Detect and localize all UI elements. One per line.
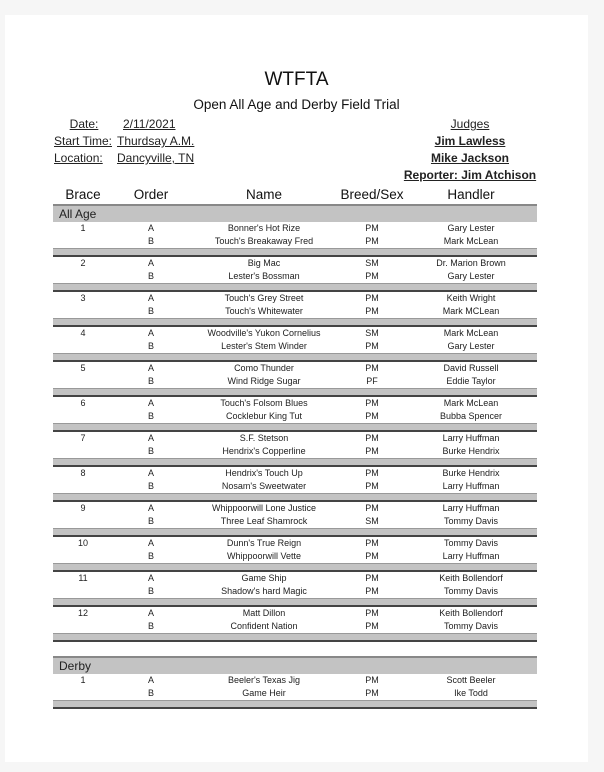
dog-name-cell: Nosam's Sweetwater <box>221 481 307 491</box>
handler-cell: Mark McLean <box>443 236 499 246</box>
order-cell: B <box>147 376 154 386</box>
order-cell: A <box>147 258 154 268</box>
breed-sex-cell: PM <box>365 411 379 421</box>
dog-name-cell: Touch's Whitewater <box>225 306 303 316</box>
dog-name-cell: Matt Dillon <box>242 608 286 618</box>
dog-name-cell: Confident Nation <box>230 621 298 631</box>
location-label: Location: <box>54 151 103 165</box>
dog-name-cell: Beeler's Texas Jig <box>227 675 301 685</box>
breed-sex-cell: PM <box>365 236 379 246</box>
judges-heading: Judges <box>450 117 490 131</box>
brace-separator <box>53 701 537 709</box>
column-header-breed-sex: Breed/Sex <box>340 187 404 202</box>
order-cell: B <box>147 621 154 631</box>
all-age-table <box>53 204 537 642</box>
brace-separator <box>53 459 537 467</box>
column-header-name: Name <box>245 187 282 202</box>
table-row <box>53 466 537 480</box>
table-row <box>53 515 537 529</box>
table-row <box>53 291 537 305</box>
brace-number-cell <box>53 585 113 599</box>
breed-sex-cell: PM <box>365 621 379 631</box>
brace-separator <box>53 284 537 292</box>
dog-name-cell: Bonner's Hot Rize <box>227 223 301 233</box>
brace-number-cell <box>53 270 113 284</box>
breed-sex-cell: PM <box>365 675 379 685</box>
brace-separator <box>53 564 537 572</box>
table-row <box>53 606 537 620</box>
order-cell: B <box>147 551 154 561</box>
breed-sex-cell: SM <box>365 328 379 338</box>
order-cell: B <box>147 688 154 698</box>
brace-separator <box>53 599 537 607</box>
table-row <box>53 536 537 550</box>
table-row <box>53 270 537 284</box>
document-title: WTFTA <box>264 69 329 90</box>
table-row <box>53 585 537 599</box>
dog-name-cell: S.F. Stetson <box>239 433 289 443</box>
start-time-label: Start Time: <box>54 134 113 148</box>
dog-name-cell: Big Mac <box>247 258 281 268</box>
breed-sex-cell: PM <box>365 481 379 491</box>
breed-sex-cell: PM <box>365 363 379 373</box>
dog-name-cell: Three Leaf Shamrock <box>220 516 308 526</box>
table-row <box>53 222 537 235</box>
table-row <box>53 674 537 687</box>
brace-number-cell <box>53 445 113 459</box>
handler-cell: Mark McLean <box>443 398 499 408</box>
brace-number-cell: 1 <box>80 675 86 685</box>
breed-sex-cell: PM <box>365 341 379 351</box>
brace-separator <box>53 249 537 257</box>
order-cell: A <box>147 293 154 303</box>
handler-cell: Burke Hendrix <box>442 446 500 456</box>
table-row <box>53 571 537 585</box>
brace-number-cell <box>53 515 113 529</box>
brace-number-cell: 3 <box>80 293 86 303</box>
breed-sex-cell: PM <box>365 223 379 233</box>
table-row <box>53 550 537 564</box>
order-cell: B <box>147 341 154 351</box>
section-header: Derby <box>53 657 537 674</box>
order-cell: B <box>147 411 154 421</box>
order-cell: A <box>147 363 154 373</box>
dog-name-cell: Como Thunder <box>234 363 294 373</box>
dog-name-cell: Game Heir <box>242 688 286 698</box>
order-cell: A <box>147 675 154 685</box>
handler-cell: Keith Wright <box>446 293 496 303</box>
handler-cell: Bubba Spencer <box>439 411 503 421</box>
handler-cell: Mark McLean <box>443 328 499 338</box>
dog-name-cell: Dunn's True Reign <box>226 538 302 548</box>
brace-number-cell: 1 <box>80 223 86 233</box>
order-cell: A <box>147 608 154 618</box>
breed-sex-cell: PM <box>365 573 379 583</box>
table-row <box>53 235 537 249</box>
order-cell: B <box>147 446 154 456</box>
dog-name-cell: Whippoorwill Vette <box>226 551 302 561</box>
handler-cell: Keith Bollendorf <box>439 573 503 583</box>
order-cell: B <box>147 236 154 246</box>
document-page <box>5 15 588 762</box>
table-row <box>53 501 537 515</box>
breed-sex-cell: PM <box>365 538 379 548</box>
brace-number-cell: 9 <box>80 503 86 513</box>
handler-cell: Gary Lester <box>447 341 495 351</box>
handler-cell: David Russell <box>443 363 499 373</box>
brace-separator <box>53 494 537 502</box>
brace-number-cell: 10 <box>77 538 88 548</box>
brace-number-cell <box>53 340 113 354</box>
handler-cell: Larry Huffman <box>442 503 500 513</box>
brace-number-cell <box>53 687 113 701</box>
breed-sex-cell: PM <box>365 446 379 456</box>
section-header: All Age <box>53 205 537 222</box>
brace-number-cell: 7 <box>80 433 86 443</box>
table-row <box>53 396 537 410</box>
table-row <box>53 445 537 459</box>
breed-sex-cell: PM <box>365 293 379 303</box>
derby-table <box>53 656 537 709</box>
handler-cell: Scott Beeler <box>446 675 496 685</box>
brace-number-cell <box>53 480 113 494</box>
handler-cell: Ike Todd <box>454 688 488 698</box>
table-row <box>53 431 537 445</box>
brace-number-cell: 11 <box>78 573 88 583</box>
handler-cell: Larry Huffman <box>442 481 500 491</box>
dog-name-cell: Wind Ridge Sugar <box>227 376 301 386</box>
dog-name-cell: Hendrix's Touch Up <box>225 468 303 478</box>
brace-number-cell <box>53 410 113 424</box>
table-row <box>53 305 537 319</box>
order-cell: B <box>147 306 154 316</box>
handler-cell: Gary Lester <box>447 223 495 233</box>
brace-number-cell <box>53 235 113 249</box>
breed-sex-cell: PF <box>366 376 378 386</box>
brace-number-cell <box>53 620 113 634</box>
brace-number-cell <box>53 550 113 564</box>
column-header-order: Order <box>133 187 169 202</box>
date-label: Date: <box>69 117 99 131</box>
order-cell: A <box>147 433 154 443</box>
handler-cell: Gary Lester <box>447 271 495 281</box>
table-row <box>53 375 537 389</box>
handler-cell: Burke Hendrix <box>442 468 500 478</box>
order-cell: A <box>147 573 154 583</box>
breed-sex-cell: SM <box>365 516 379 526</box>
brace-number-cell: 12 <box>77 608 88 618</box>
handler-cell: Eddie Taylor <box>446 376 496 386</box>
dog-name-cell: Woodville's Yukon Cornelius <box>207 328 321 338</box>
order-cell: B <box>147 271 154 281</box>
table-row <box>53 256 537 270</box>
order-cell: B <box>147 481 154 491</box>
breed-sex-cell: PM <box>365 398 379 408</box>
brace-separator <box>53 319 537 327</box>
order-cell: B <box>147 586 154 596</box>
location-value: Dancyville, TN <box>117 151 195 165</box>
table-row <box>53 480 537 494</box>
reporter: Reporter: Jim Atchison <box>403 168 537 182</box>
breed-sex-cell: PM <box>365 503 379 513</box>
breed-sex-cell: PM <box>365 688 379 698</box>
table-row <box>53 410 537 424</box>
breed-sex-cell: PM <box>365 468 379 478</box>
breed-sex-cell: PM <box>365 608 379 618</box>
document-subtitle: Open All Age and Derby Field Trial <box>193 97 400 112</box>
brace-number-cell: 2 <box>80 258 86 268</box>
dog-name-cell: Hendrix's Copperline <box>222 446 306 456</box>
brace-separator <box>53 529 537 537</box>
handler-cell: Tommy Davis <box>443 538 498 548</box>
dog-name-cell: Lester's Stem Winder <box>221 341 307 351</box>
judge-name: Jim Lawless <box>434 134 506 148</box>
dog-name-cell: Whippoorwill Lone Justice <box>211 503 317 513</box>
order-cell: A <box>147 223 154 233</box>
handler-cell: Larry Huffman <box>442 433 500 443</box>
table-row <box>53 361 537 375</box>
start-time-value: Thurdsay A.M. <box>117 134 195 148</box>
brace-separator <box>53 634 537 642</box>
brace-number-cell <box>53 375 113 389</box>
table-row <box>53 687 537 701</box>
brace-number-cell: 6 <box>80 398 86 408</box>
handler-cell: Tommy Davis <box>443 516 498 526</box>
table-row <box>53 620 537 634</box>
judge-name: Mike Jackson <box>430 151 510 165</box>
order-cell: A <box>147 468 154 478</box>
handler-cell: Mark MCLean <box>442 306 500 316</box>
table-row <box>53 340 537 354</box>
brace-number-cell <box>53 305 113 319</box>
brace-separator <box>53 389 537 397</box>
breed-sex-cell: PM <box>365 306 379 316</box>
handler-cell: Tommy Davis <box>443 586 498 596</box>
brace-number-cell: 4 <box>80 328 86 338</box>
breed-sex-cell: PM <box>365 271 379 281</box>
order-cell: A <box>147 398 154 408</box>
table-row <box>53 326 537 340</box>
brace-separator <box>53 424 537 432</box>
column-header-handler: Handler <box>447 187 495 202</box>
dog-name-cell: Touch's Breakaway Fred <box>214 236 314 246</box>
column-header-brace: Brace <box>65 187 101 202</box>
handler-cell: Dr. Marion Brown <box>436 258 506 268</box>
dog-name-cell: Lester's Bossman <box>228 271 300 281</box>
dog-name-cell: Touch's Grey Street <box>224 293 304 303</box>
breed-sex-cell: PM <box>365 433 379 443</box>
order-cell: A <box>147 538 154 548</box>
order-cell: A <box>147 503 154 513</box>
breed-sex-cell: PM <box>365 551 379 561</box>
brace-number-cell: 5 <box>80 363 86 373</box>
dog-name-cell: Touch's Folsom Blues <box>220 398 308 408</box>
handler-cell: Tommy Davis <box>443 621 498 631</box>
dog-name-cell: Shadow's hard Magic <box>221 586 307 596</box>
order-cell: B <box>147 516 154 526</box>
brace-separator <box>53 354 537 362</box>
judges-block <box>400 116 540 184</box>
brace-number-cell: 8 <box>80 468 86 478</box>
dog-name-cell: Game Ship <box>241 573 287 583</box>
handler-cell: Keith Bollendorf <box>439 608 503 618</box>
breed-sex-cell: PM <box>365 586 379 596</box>
order-cell: A <box>147 328 154 338</box>
dog-name-cell: Cocklebur King Tut <box>225 411 303 421</box>
handler-cell: Larry Huffman <box>442 551 500 561</box>
breed-sex-cell: SM <box>365 258 379 268</box>
date-value: 2/11/2021 <box>123 117 176 131</box>
